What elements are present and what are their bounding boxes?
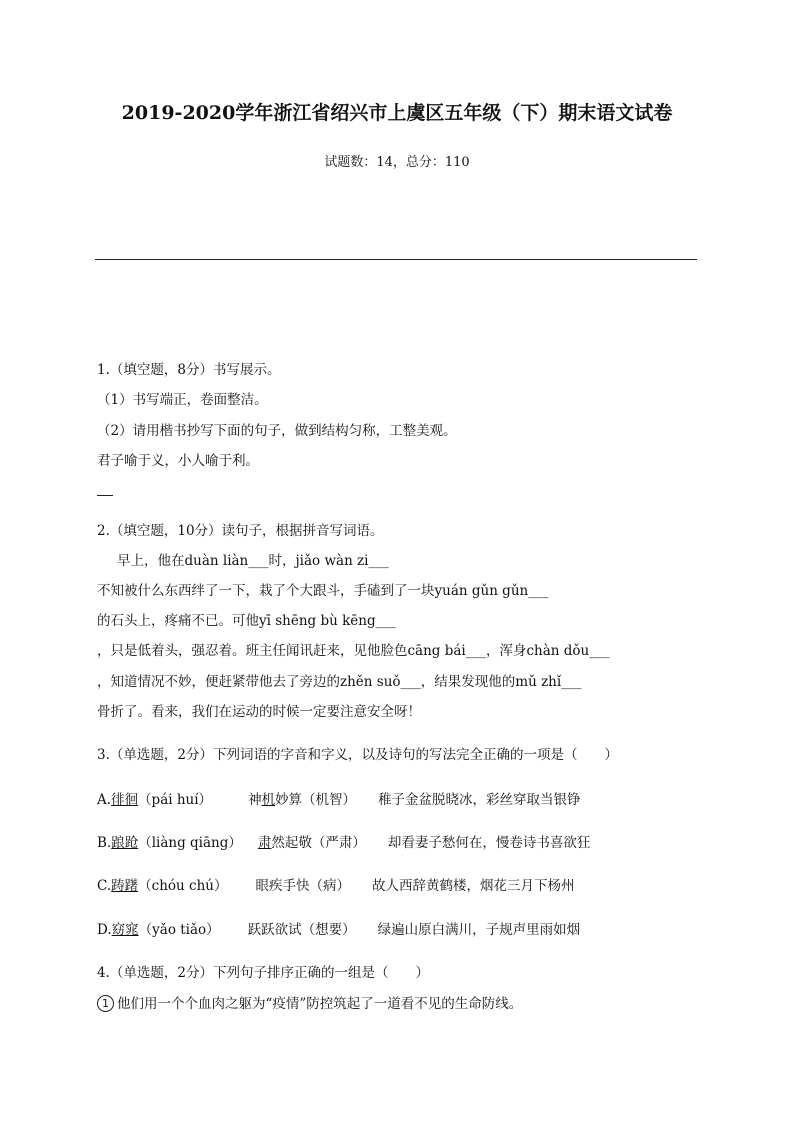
q2-line-4: ，只是低着头，强忍着。班主任闻讯赶来，见他脸色cāng bái___，浑身chàn dǒu___ bbox=[97, 643, 610, 659]
option-poem: 故人西辞黄鹤楼，烟花三月下杨州 bbox=[371, 878, 575, 894]
option-idiom: 然起敬（严肃） bbox=[271, 835, 366, 851]
q3-option-a[interactable] bbox=[97, 791, 581, 809]
q2-line-1: 早上，他在duàn liàn___时，jiǎo wàn zi___ bbox=[117, 553, 389, 569]
q1-stem: 1.（填空题，8分）书写展示。 bbox=[97, 362, 281, 378]
option-word: 徘徊 bbox=[111, 792, 139, 808]
option-idiom: 眼疾手快（病） bbox=[255, 878, 350, 894]
option-idiom-mark: 机 bbox=[261, 792, 276, 808]
option-word: 窈窕 bbox=[111, 922, 139, 938]
q2-line-2: 不知被什么东西绊了一下，栽了个大跟斗，手磕到了一块yuán gǔn gǔn___ bbox=[97, 583, 549, 599]
q2-stem: 2.（填空题，10分）读句子，根据拼音写词语。 bbox=[97, 523, 384, 539]
q3-option-d[interactable] bbox=[97, 921, 580, 939]
option-word: 踌躇 bbox=[111, 878, 139, 894]
option-letter: A. bbox=[97, 792, 112, 808]
option-pinyin: （yǎo tiǎo） bbox=[138, 922, 220, 938]
q1-item-2: （2）请用楷书抄写下面的句子，做到结构匀称，工整美观。 bbox=[97, 423, 457, 439]
option-idiom: 跃跃欲试（想要） bbox=[247, 922, 356, 938]
option-idiom-prefix: 神 bbox=[248, 792, 262, 808]
q4-item-1 bbox=[97, 995, 522, 1013]
option-pinyin: （chóu chú） bbox=[138, 878, 228, 894]
option-poem: 却看妻子愁何在，慢卷诗书喜欲狂 bbox=[387, 835, 591, 851]
q1-item-1: （1）书写端正，卷面整洁。 bbox=[97, 392, 268, 408]
q2-line-6: 骨折了。看来，我们在运动的时候一定要注意安全呀！ bbox=[97, 704, 421, 720]
option-pinyin: （liàng qiāng） bbox=[138, 835, 242, 851]
exam-summary: 试题数：14，总分：110 bbox=[324, 155, 470, 170]
option-letter: B. bbox=[97, 835, 112, 851]
circled-number: 1 bbox=[97, 995, 114, 1012]
option-letter: C. bbox=[97, 878, 112, 894]
q1-answer-blank[interactable] bbox=[97, 495, 113, 496]
q3-option-b[interactable] bbox=[97, 834, 590, 852]
q2-line-5: ，知道情况不妙，便赶紧带他去了旁边的zhěn suǒ___，结果发现他的mǔ zhǐ___ bbox=[97, 674, 582, 690]
q4-stem: 4.（单选题，2分）下列句子排序正确的一组是（ ） bbox=[97, 965, 429, 981]
q4-item-1-text: 他们用一个个血肉之躯为“疫情”防控筑起了一道看不见的生命防线。 bbox=[117, 996, 523, 1012]
option-poem: 绿遍山原白满川，子规声里雨如烟 bbox=[377, 922, 581, 938]
option-poem: 稚子金盆脱晓冰，彩丝穿取当银铮 bbox=[378, 792, 581, 808]
header-divider bbox=[95, 259, 697, 260]
option-letter: D. bbox=[97, 922, 112, 938]
q3-option-c[interactable] bbox=[97, 877, 574, 895]
option-word: 踉跄 bbox=[111, 835, 139, 851]
q2-line-3: 的石头上，疼痛不已。可他yī shēng bù kēng___ bbox=[97, 613, 396, 629]
option-idiom: 妙算（机智） bbox=[275, 792, 357, 808]
q3-stem: 3.（单选题，2分）下列词语的字音和字义，以及诗句的写法完全正确的一项是（ ） bbox=[97, 747, 618, 763]
option-idiom-mark: 肃 bbox=[257, 835, 272, 851]
q1-sentence: 君子喻于义，小人喻于利。 bbox=[97, 453, 259, 469]
option-pinyin: （pái huí） bbox=[138, 792, 213, 808]
exam-title: 2019-2020学年浙江省绍兴市上虞区五年级（下）期末语文试卷 bbox=[121, 102, 673, 124]
